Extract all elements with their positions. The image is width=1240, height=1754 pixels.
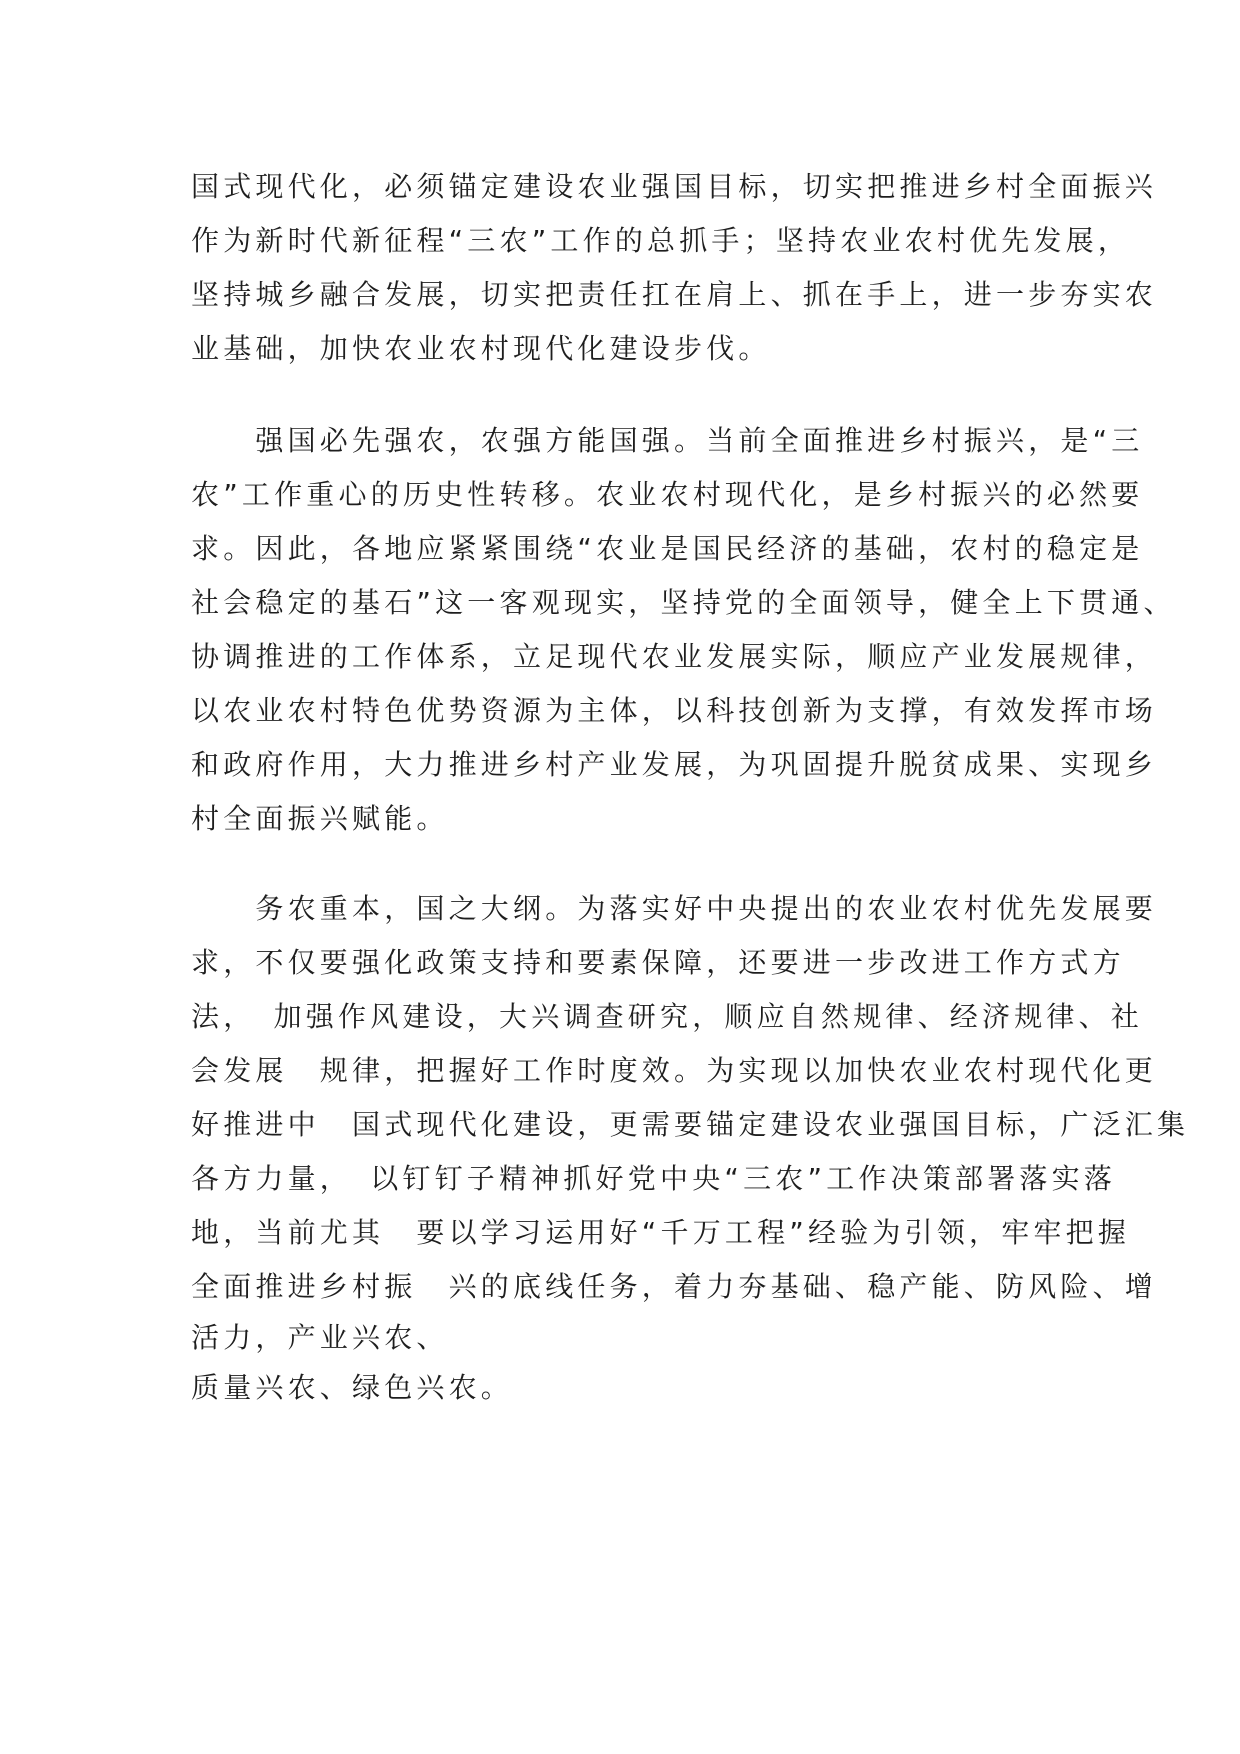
paragraph-line: 地，当前尤其 要以学习运用好“千万工程”经验为引领，牢牢把握 <box>191 1216 1131 1249</box>
paragraph-line: 活力，产业兴农、 <box>191 1321 449 1354</box>
paragraph-line: 务农重本，国之大纲。为落实好中央提出的农业农村优先发展要 <box>191 892 1158 925</box>
paragraph-line: 村全面振兴赋能。 <box>191 802 449 835</box>
paragraph-1 <box>191 160 1158 376</box>
paragraph-line: 求。因此，各地应紧紧围绕“农业是国民经济的基础，农村的稳定是 <box>191 532 1144 565</box>
paragraph-2 <box>191 414 1176 846</box>
paragraph-line: 协调推进的工作体系，立足现代农业发展实际，顺应产业发展规律， <box>191 640 1158 673</box>
paragraph-line: 业基础，加快农业农村现代化建设步伐。 <box>191 332 771 365</box>
paragraph-line: 法， 加强作风建设，大兴调查研究，顺应自然规律、经济规律、社 <box>191 1000 1144 1033</box>
paragraph-line: 农”工作重心的历史性转移。农业农村现代化，是乡村振兴的必然要 <box>191 478 1144 511</box>
paragraph-line: 国式现代化，必须锚定建设农业强国目标，切实把推进乡村全面振兴 <box>191 170 1158 203</box>
paragraph-line: 质量兴农、绿色兴农。 <box>191 1371 514 1404</box>
paragraph-line: 好推进中 国式现代化建设，更需要锚定建设农业强国目标，广泛汇集 <box>191 1108 1190 1141</box>
paragraph-line: 强国必先强农，农强方能国强。当前全面推进乡村振兴，是“三 <box>191 424 1144 457</box>
paragraph-line: 求，不仅要强化政策支持和要素保障，还要进一步改进工作方式方 <box>191 946 1125 979</box>
paragraph-line: 全面推进乡村振 兴的底线任务，着力夯基础、稳产能、防风险、增 <box>191 1270 1158 1303</box>
paragraph-line: 各方力量， 以钉钉子精神抓好党中央“三农”工作决策部署落实落 <box>191 1162 1117 1195</box>
paragraph-line: 社会稳定的基石”这一客观现实，坚持党的全面领导，健全上下贯通、 <box>191 586 1176 619</box>
paragraph-line: 和政府作用，大力推进乡村产业发展，为巩固提升脱贫成果、实现乡 <box>191 748 1158 781</box>
paragraph-line: 以农业农村特色优势资源为主体，以科技创新为支撑，有效发挥市场 <box>191 694 1158 727</box>
paragraph-3 <box>191 882 1190 1414</box>
paragraph-line: 会发展 规律，把握好工作时度效。为实现以加快农业农村现代化更 <box>191 1054 1158 1087</box>
paragraph-line: 坚持城乡融合发展，切实把责任扛在肩上、抓在手上，进一步夯实农 <box>191 278 1158 311</box>
paragraph-line: 作为新时代新征程“三农”工作的总抓手；坚持农业农村优先发展， <box>191 224 1131 257</box>
